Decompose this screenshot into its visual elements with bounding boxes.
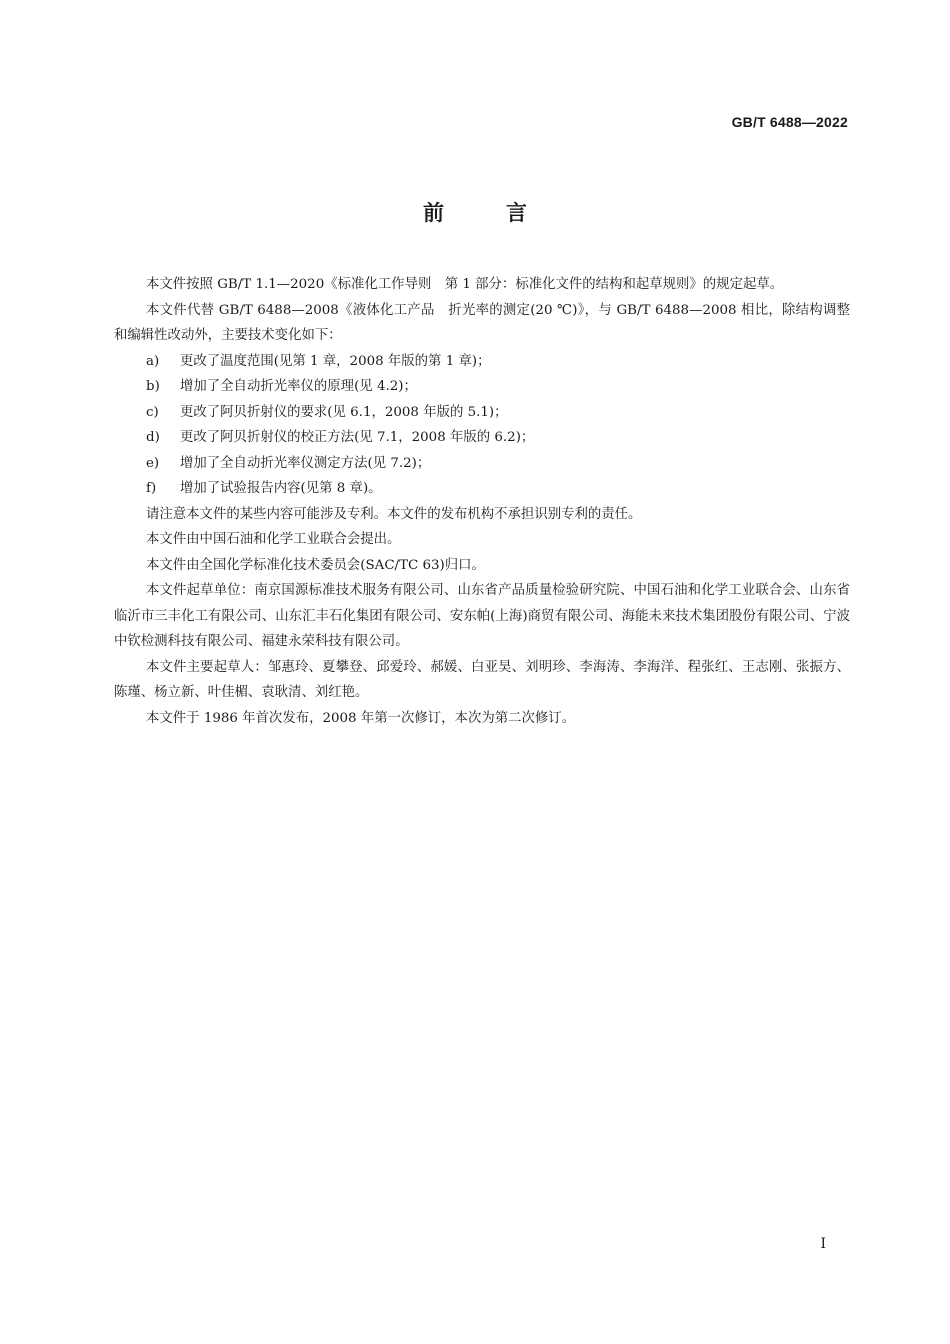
page-title: 前言 [423,201,589,225]
change-item-text: 更改了温度范围(见第 1 章，2008 年版的第 1 章)； [180,353,491,369]
patent-notice-paragraph: 请注意本文件的某些内容可能涉及专利。本文件的发布机构不承担识别专利的责任。 [146,506,642,522]
change-item-text: 更改了阿贝折射仪的要求(见 6.1，2008 年版的 5.1)； [180,404,508,420]
change-item-text: 更改了阿贝折射仪的校正方法(见 7.1，2008 年版的 6.2)； [180,430,535,445]
change-item-mark: e) [146,455,160,471]
change-item-mark: a) [146,353,160,369]
committee-paragraph: 本文件由全国化学标准化技术委员会(SAC/TC 63)归口。 [146,557,485,573]
change-item [114,349,850,375]
replacement-paragraph: 本文件代替 GB/T 6488—2008《液体化工产品 折光率的测定(20 ℃)》，与 GB/T 6488—2008 相比，除结构调整和编辑性改动外，主要技术变化如下： [114,302,850,343]
change-item [114,400,850,426]
drafting-units-paragraph: 本文件起草单位：南京国源标准技术服务有限公司、山东省产品质量检验研究院、中国石油和化学工业联合会、山东省临沂市三丰化工有限公司、山东汇丰石化集团有限公司、安东帕(上海)商贸有限公司、海能未来技术集团股份有限公司、宁波中钦检测科技有限公司、福建永荣科技有限公司。 [114,583,850,649]
change-item-mark: c) [146,404,159,420]
proposer-paragraph: 本文件由中国石油和化学工业联合会提出。 [146,532,401,547]
publication-history-paragraph: 本文件于 1986 年首次发布，2008 年第一次修订，本次为第二次修订。 [146,710,576,726]
change-item-text: 增加了试验报告内容(见第 8 章)。 [180,481,382,496]
change-item-mark: f) [146,481,157,496]
drafters-paragraph: 本文件主要起草人：邹惠玲、夏攀登、邱爱玲、郝媛、白亚昊、刘明珍、李海涛、李海洋、程张红、王志刚、张振方、陈瑾、杨立新、叶佳楣、袁耿清、刘红艳。 [114,659,850,700]
page-number: I [820,1236,826,1252]
preface-body [114,272,850,731]
change-item [114,451,850,477]
change-item-text: 增加了全自动折光率仪测定方法(见 7.2)； [180,455,431,471]
change-item-mark: b) [146,379,160,394]
change-item-mark: d) [146,430,160,445]
drafting-rules-paragraph: 本文件按照 GB/T 1.1—2020《标准化工作导则 第 1 部分：标准化文件的结构和起草规则》的规定起草。 [146,277,784,292]
change-item-text: 增加了全自动折光率仪的原理(见 4.2)； [180,379,417,394]
change-item [114,476,850,502]
change-item [114,374,850,400]
change-item [114,425,850,451]
standard-number: GB/T 6488—2022 [731,114,848,130]
